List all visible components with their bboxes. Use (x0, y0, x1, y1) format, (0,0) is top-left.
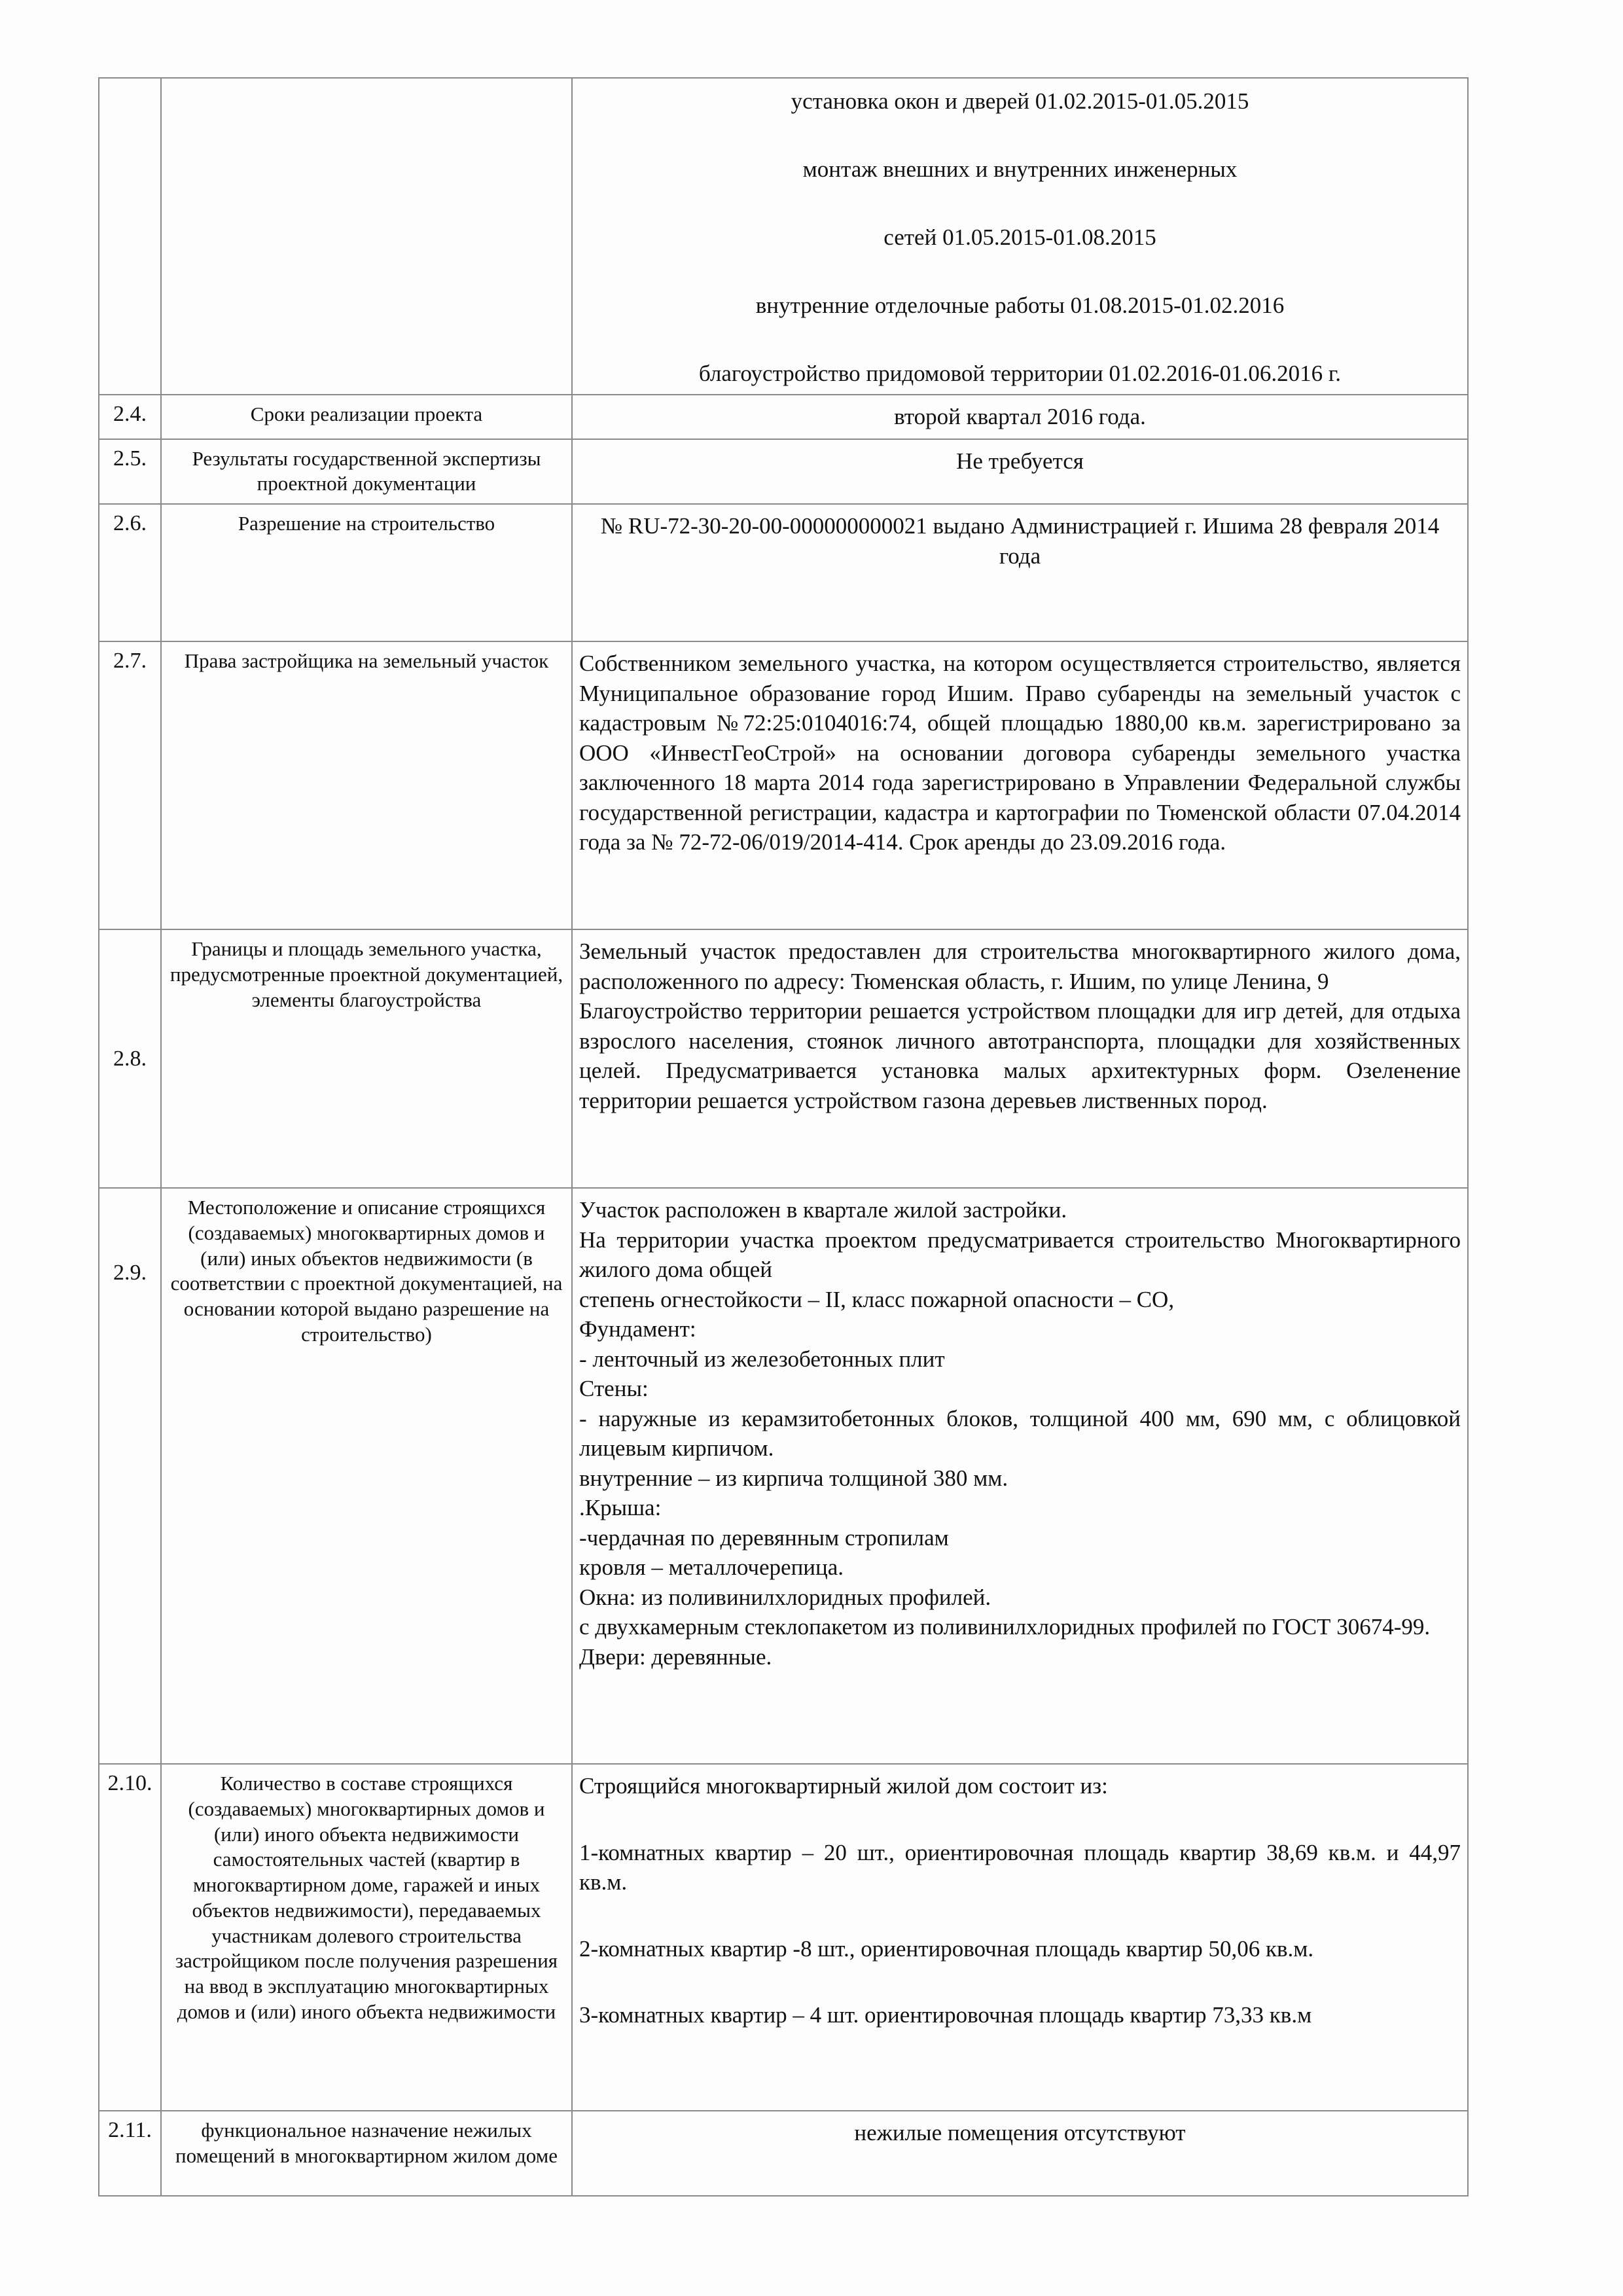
paragraph: Земельный участок предоставлен для строительства многоквартирного жилого дома, расположенного по адресу: Тюменская область, г. Ишим, по улице Ленина, 9 (579, 939, 1461, 994)
table-row (99, 439, 1468, 505)
row-label (161, 78, 572, 395)
table-row (99, 504, 1468, 641)
row-number: 2.7. (99, 641, 161, 929)
paragraph: 1-комнатных квартир – 20 шт., ориентировочная площадь квартир 38,69 кв.м. и 44,97 кв.м. (579, 1839, 1461, 1895)
table-row (99, 395, 1468, 439)
row-value: № RU-72-30-20-00-000000000021 выдано Администрацией г. Ишима 28 февраля 2014 года (572, 504, 1468, 641)
row-label: Права застройщика на земельный участок (161, 641, 572, 929)
paragraph: кровля – металлочерепица. (579, 1554, 844, 1580)
row-number: 2.5. (99, 439, 161, 505)
table-row (99, 641, 1468, 929)
row-number: 2.8. (99, 929, 161, 1188)
schedule-line: установка окон и дверей 01.02.2015-01.05.2015 (791, 88, 1249, 114)
paragraph: Окна: из поливинилхлоридных профилей. (579, 1584, 991, 1610)
paragraph: На территории участка проектом предусматривается строительство Многоквартирного жилого дома общей (579, 1227, 1461, 1282)
paragraph: с двухкамерным стеклопакетом из поливинилхлоридных профилей по ГОСТ 30674-99. (579, 1614, 1431, 1640)
paragraph: Строящийся многоквартирный жилой дом состоит из: (579, 1773, 1108, 1799)
row-number: 2.4. (99, 395, 161, 439)
paragraph: внутренние – из кирпича толщиной 380 мм. (579, 1465, 1008, 1491)
project-declaration-table (98, 77, 1469, 2197)
row-label: Сроки реализации проекта (161, 395, 572, 439)
schedule-line: монтаж внешних и внутренних инженерных (802, 156, 1238, 182)
paragraph: - ленточный из железобетонных плит (579, 1346, 945, 1372)
row-number: 2.11. (99, 2111, 161, 2196)
row-number: 2.6. (99, 504, 161, 641)
paragraph: 2-комнатных квартир -8 шт., ориентировочная площадь квартир 50,06 кв.м. (579, 1935, 1314, 1962)
building-description (572, 1188, 1468, 1764)
paragraph: -чердачная по деревянным стропилам (579, 1524, 949, 1551)
paragraph: 3-комнатных квартир – 4 шт. ориентировочная площадь квартир 73,33 кв.м (579, 2002, 1312, 2028)
row-label: Местоположение и описание строящихся (создаваемых) многоквартирных домов и (или) иных объектов недвижимости (в соответствии с проектной документацией, на основании которой выдано разрешение на строительство) (161, 1188, 572, 1764)
row-value (572, 929, 1468, 1188)
construction-schedule (572, 78, 1468, 395)
row-label: Разрешение на строительство (161, 504, 572, 641)
paragraph: Благоустройство территории решается устройством площадки для игр детей, для отдыха взрослого населения, стоянок личного автотранспорта, площадки для хозяйственных целей. Предусматривается установка малых архитектурных форм. Озеленение территории решается устройством газона деревьев лиственных пород. (579, 998, 1461, 1113)
table-row (99, 929, 1468, 1188)
apartment-composition (572, 1764, 1468, 2111)
row-number: 2.10. (99, 1764, 161, 2111)
table-row (99, 1188, 1468, 1764)
row-label: Результаты государственной экспертизы проектной документации (161, 439, 572, 505)
schedule-line: внутренние отделочные работы 01.08.2015-01.02.2016 (755, 293, 1285, 318)
row-label: Количество в составе строящихся (создаваемых) многоквартирных домов и (или) иного объекта недвижимости самостоятельных частей (квартир в многоквартирном доме, гаражей и иных объектов недвижимости), передаваемых участникам долевого строительства застройщиком после получения разрешения на ввод в эксплуатацию многоквартирных домов и (или) иного объекта недвижимости (161, 1764, 572, 2111)
paragraph: .Крыша: (579, 1495, 662, 1520)
row-number: 2.9. (99, 1188, 161, 1764)
table-row (99, 78, 1468, 395)
paragraph: Стены: (579, 1376, 649, 1401)
table-row (99, 1764, 1468, 2111)
paragraph: Фундамент: (579, 1316, 696, 1342)
row-value: Не требуется (572, 439, 1468, 505)
table-row (99, 2111, 1468, 2196)
row-label: функциональное назначение нежилых помещений в многоквартирном жилом доме (161, 2111, 572, 2196)
row-value: Собственником земельного участка, на котором осуществляется строительство, является Муниципальное образование город Ишим. Право субаренды на земельный участок с кадастровым №72:25:0104016:74, общей площадью 1880,00 кв.м. зарегистрировано за ООО «ИнвестГеоСтрой» на основании договора субаренды земельного участка заключенного 18 марта 2014 года зарегистрировано в Управлении Федеральной службы государственной регистрации, кадастра и картографии по Тюменской области 07.04.2014 года за № 72-72-06/019/2014-414. Срок аренды до 23.09.2016 года. (572, 641, 1468, 929)
row-label: Границы и площадь земельного участка, предусмотренные проектной документацией, элементы благоустройства (161, 929, 572, 1188)
row-number (99, 78, 161, 395)
schedule-line: благоустройство придомовой территории 01.02.2016-01.06.2016 г. (698, 361, 1342, 386)
paragraph: - наружные из керамзитобетонных блоков, толщиной 400 мм, 690 мм, с облицовкой лицевым кирпичом. (579, 1405, 1461, 1461)
paragraph: Двери: деревянные. (579, 1643, 772, 1670)
row-value: второй квартал 2016 года. (572, 395, 1468, 439)
row-value: нежилые помещения отсутствуют (572, 2111, 1468, 2196)
schedule-line: сетей 01.05.2015-01.08.2015 (883, 224, 1156, 250)
paragraph: степень огнестойкости – II, класс пожарной опасности – СО, (579, 1286, 1175, 1312)
paragraph: Участок расположен в квартале жилой застройки. (579, 1197, 1067, 1223)
